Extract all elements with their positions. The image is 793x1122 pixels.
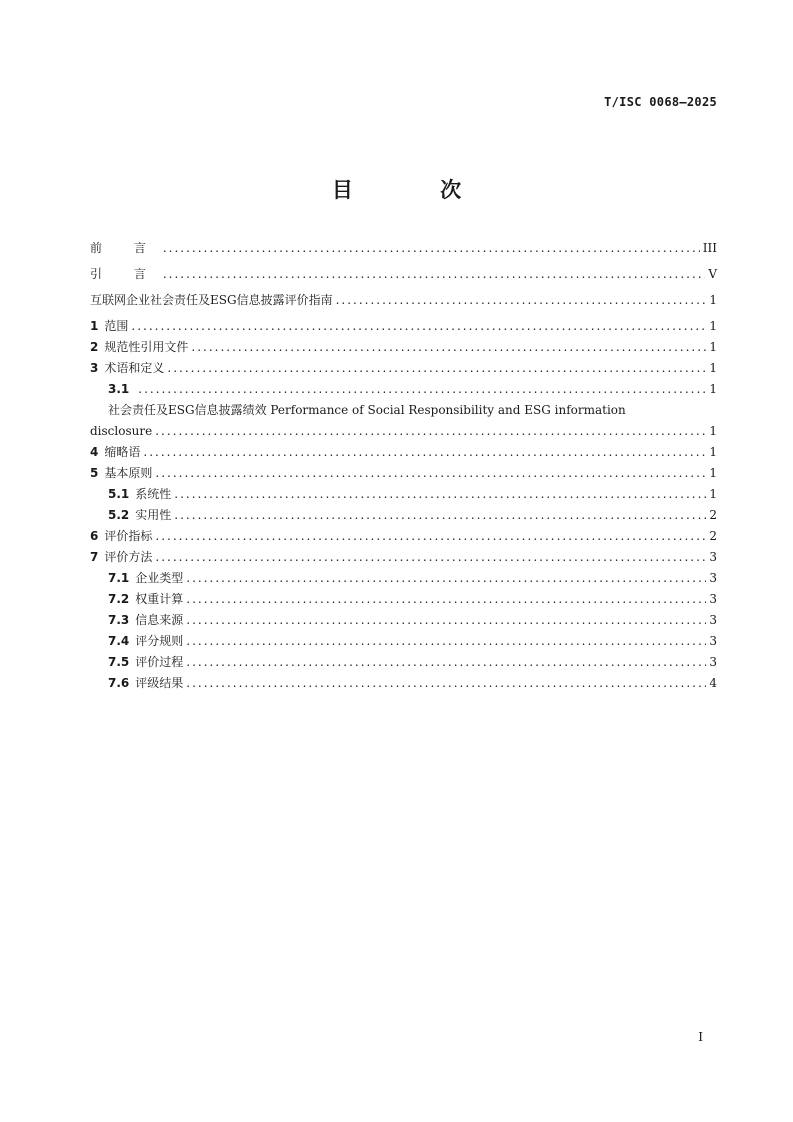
toc-entry-number: 7.4 [108,634,130,648]
toc-leader [174,484,706,505]
toc-entry-7-1[interactable] [90,568,717,589]
toc-entry-page: 3 [709,592,717,606]
toc-entry-label: 系统性 [135,487,172,501]
toc-entry-label: 规范性引用文件 [104,340,189,354]
toc-leader [186,673,706,694]
toc-entry-label: disclosure [90,424,153,438]
toc-leader [174,505,706,526]
toc-entry-number: 7.5 [108,655,130,669]
toc-leader [155,547,706,568]
toc-entry-label: 术语和定义 [104,361,165,375]
toc-entry-label: 前 言 [90,241,160,255]
toc-entry-guide-title[interactable] [90,290,717,311]
document-code: T/ISC 0068—2025 [604,95,717,109]
toc-entry-foreword[interactable] [90,238,717,259]
toc-entry-page: 1 [709,445,717,459]
toc-entry-7-2[interactable] [90,589,717,610]
toc-entry-label: 缩略语 [104,445,141,459]
toc-entry-page: 3 [709,550,717,564]
toc-entry-5-2[interactable] [90,505,717,526]
toc-entry-label: 企业类型 [135,571,184,585]
toc-entry-abbreviations[interactable] [90,442,717,463]
toc-entry-principles[interactable] [90,463,717,484]
toc-entry-7-6[interactable] [90,673,717,694]
toc-entry-number: 7 [90,550,99,564]
toc-entry-page: 2 [709,508,717,522]
toc-leader [167,358,706,379]
toc-entry-number: 7.3 [108,613,130,627]
toc-entry-page: 1 [709,487,717,501]
toc-entry-page: 1 [709,340,717,354]
toc-entry-number: 6 [90,529,99,543]
toc-entry-number: 5.1 [108,487,130,501]
toc-entry-methods[interactable] [90,547,717,568]
toc-entry-label: 评分规则 [135,634,184,648]
toc-entry-wrapped-continuation[interactable] [90,421,717,442]
toc-entry-number: 5.2 [108,508,130,522]
toc-leader [155,526,706,547]
toc-leader [186,631,706,652]
toc-entry-indicators[interactable] [90,526,717,547]
toc-entry-7-4[interactable] [90,631,717,652]
page-number: I [698,1030,703,1044]
toc-entry-introduction[interactable] [90,264,717,285]
toc-entry-label: 社会责任及ESG信息披露绩效 Performance of Social Responsibility and ESG information [108,403,626,417]
toc-entry-number: 7.1 [108,571,130,585]
toc-entry-number: 1 [90,319,99,333]
toc-leader [155,463,706,484]
toc-leader [163,264,706,285]
toc-entry-number: 3 [90,361,99,375]
toc-entry-label: 评价指标 [104,529,153,543]
toc-leader [138,379,706,400]
toc-entry-3-1[interactable] [90,379,717,400]
toc-entry-label: 引 言 [90,267,160,281]
toc-entry-page: 1 [709,382,717,396]
toc-entry-label: 互联网企业社会责任及ESG信息披露评价指南 [90,293,333,307]
toc-entry-page: III [702,241,717,255]
toc-entry-label: 评价方法 [104,550,153,564]
toc-leader [186,652,706,673]
toc-entry-page: 2 [709,529,717,543]
toc-entry-number: 7.6 [108,676,130,690]
table-of-contents [90,238,717,694]
toc-entry-scope[interactable] [90,316,717,337]
toc-entry-page: 4 [709,676,717,690]
toc-leader [186,610,706,631]
toc-entry-page: 3 [709,655,717,669]
toc-entry-number: 5 [90,466,99,480]
toc-entry-page: 1 [709,319,717,333]
toc-entry-label: 权重计算 [135,592,184,606]
toc-entry-page: 1 [709,293,717,307]
toc-entry-page: 1 [709,361,717,375]
toc-entry-page: 3 [709,634,717,648]
toc-entry-label: 评级结果 [135,676,184,690]
toc-entry-page: V [708,267,717,281]
toc-entry-label: 基本原则 [104,466,153,480]
toc-leader [143,442,706,463]
toc-leader [336,290,707,311]
toc-leader [131,316,706,337]
toc-entry-number: 7.2 [108,592,130,606]
toc-entry-label: 实用性 [135,508,172,522]
toc-entry-label: 评价过程 [135,655,184,669]
toc-entry-7-3[interactable] [90,610,717,631]
toc-leader [191,337,706,358]
toc-entry-terms[interactable] [90,358,717,379]
toc-entry-page: 3 [709,613,717,627]
toc-entry-normative-references[interactable] [90,337,717,358]
toc-entry-5-1[interactable] [90,484,717,505]
toc-leader [163,238,700,259]
toc-entry-label: 信息来源 [135,613,184,627]
toc-entry-number: 2 [90,340,99,354]
toc-leader [155,421,706,442]
toc-leader [186,589,706,610]
toc-entry-page: 1 [709,424,717,438]
toc-entry-page: 1 [709,466,717,480]
toc-entry-number: 3.1 [108,382,130,396]
toc-entry-label: 范围 [104,319,129,333]
toc-entry-page: 3 [709,571,717,585]
toc-leader [186,568,706,589]
toc-entry-number: 4 [90,445,99,459]
toc-title: 目 次 [331,178,502,202]
toc-entry-7-5[interactable] [90,652,717,673]
toc-entry-wrapped-first-line[interactable] [90,400,717,421]
